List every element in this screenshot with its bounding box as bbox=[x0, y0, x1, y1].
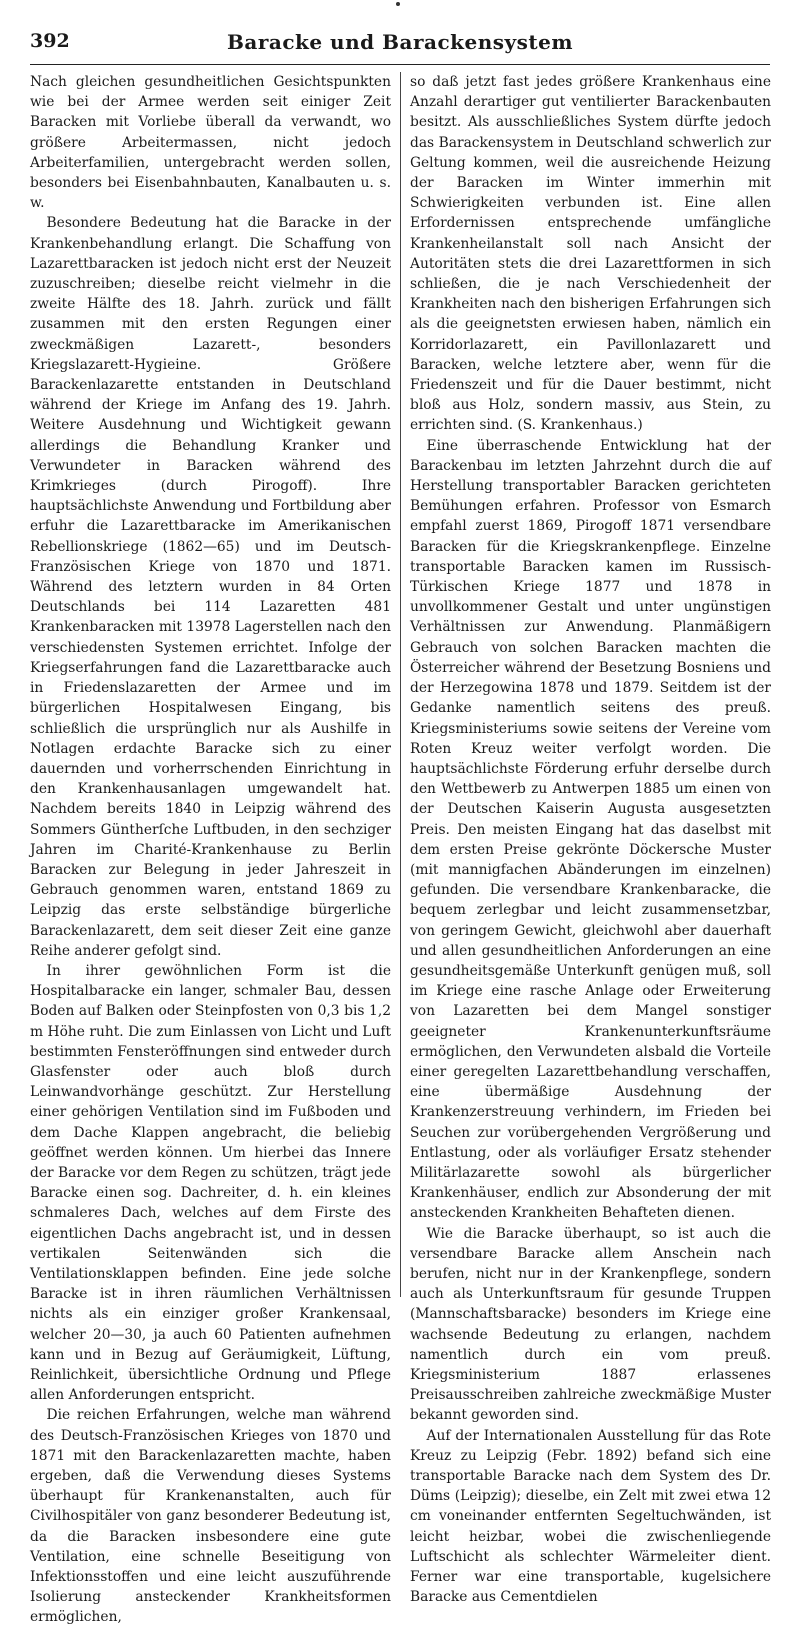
paragraph: Auf der Internationalen Ausstellung für das Rote Kreuz zu Leipzig (Febr. 1892) befand sich eine transportable Baracke nach dem System des Dr. Düms (Leipzig); dieselbe, ein Zelt mit zwei etwa 12 cm voneinander entfernten Segeltuchwänden, ist leicht heizbar, wobei die zwischenliegende Luftschicht als schlechter Wärmeleiter dient. Ferner war eine transportable, kugelsichere Baracke aus Cementdielen bbox=[410, 1427, 771, 1606]
page-number: 392 bbox=[30, 30, 70, 52]
right-column bbox=[410, 72, 771, 1607]
paragraph: Besondere Bedeutung hat die Baracke in der Krankenbehandlung erlangt. Die Schaffung von Lazarettbaracken ist jedoch nicht erst der Neuzeit zuzuschreiben; dieselbe reicht vielmehr in die zweite Hälfte des 18. Jahrh. zurück und fällt zusammen mit den ersten Regungen einer zweckmäßigen Lazarett-, besonders Kriegslazarett-Hygieine. Größere Barackenlazarette entstanden in Deutschland während der Kriege im Anfang des 19. Jahrh. Weitere Ausdehnung und Wichtigkeit gewann allerdings die Behandlung Kranker und Verwundeter in Baracken während des Krimkrieges (durch Pirogoff). Ihre hauptsächlichste Anwendung und Fortbildung aber erfuhr die Lazarettbaracke im Amerikanischen Rebellionskriege (1862—65) und im Deutsch-Französischen Kriege von 1870 und 1871. Während des letztern wurden in 84 Orten Deutschlands bei 114 Lazaretten 481 Krankenbaracken mit 13978 Lagerstellen nach den verschiedensten Systemen errichtet. Infolge der Kriegserfahrungen fand die Lazarettbaracke auch in Friedenslazaretten der Armee und im bürgerlichen Hospitalwesen Eingang, bis schließlich die ursprünglich nur als Aushilfe in Notlagen erdachte Baracke sich zu einer dauernden und vorherrschenden Einrichtung in den Krankenhausanlagen umgewandelt hat. Nachdem bereits 1840 in Leipzig während des Sommers Güntherſche Luftbuden, in den sechziger Jahren im Charité-Krankenhause zu Berlin Baracken zur Belegung in jeder Jahreszeit in Gebrauch genommen waren, entstand 1869 zu Leipzig das erste selbständige bürgerliche Barackenlazarett, dem seit dieser Zeit eine ganze Reihe anderer gefolgt sind. bbox=[30, 215, 391, 959]
paragraph: In ihrer gewöhnlichen Form ist die Hospitalbaracke ein langer, schmaler Bau, dessen Boden auf Balken oder Steinpfosten von 0,3 bis 1,2 m Höhe ruht. Die zum Einlassen von Licht und Luft bestimmten Fensteröffnungen sind entweder durch Glasfenster oder auch bloß durch Leinwandvorhänge geschützt. Zur Herstellung einer gehörigen Ventilation sind im Fußboden und dem Dache Klappen angebracht, die beliebig geöffnet werden können. Um hierbei das Innere der Baracke vor dem Regen zu schützen, trägt jede Baracke einen sog. Dachreiter, d. h. ein kleines schmaleres Dach, welches auf dem Firste des eigentlichen Dachs angebracht ist, und in dessen vertikalen Seitenwänden sich die Ventilationsklappen befinden. Eine jede solche Baracke ist in ihren räumlichen Verhältnissen nichts als ein einziger großer Krankensaal, welcher 20—30, ja auch 60 Patienten aufnehmen kann und in Bezug auf Geräumigkeit, Lüftung, Reinlichkeit, übersichtliche Ordnung und Pflege allen Anforderungen entspricht. bbox=[30, 962, 391, 1404]
paragraph: Wie die Baracke überhaupt, so ist auch die versendbare Baracke allem Anschein nach berufen, nicht nur in der Krankenpflege, sondern auch als Unterkunftsraum für gesunde Truppen (Mannschaftsbaracke) besonders im Kriege eine wachsende Bedeutung zu erlangen, nachdem namentlich durch ein vom preuß. Kriegsministerium 1887 erlassenes Preisausschreiben zahlreiche zweckmäßige Muster bekannt geworden sind. bbox=[410, 1225, 771, 1424]
paragraph: Nach gleichen gesundheitlichen Gesichtspunkten wie bei der Armee werden seit einiger Zeit Baracken mit Vorliebe überall da verwandt, wo größere Arbeitermassen, nicht jedoch Arbeiterfamilien, untergebracht werden sollen, besonders bei Eisenbahnbauten, Kanalbauten u. s. w. bbox=[30, 74, 391, 212]
page-header bbox=[30, 30, 770, 70]
paragraph: Die reichen Erfahrungen, welche man während des Deutsch-Französischen Krieges von 1870 und 1871 mit den Barackenlazaretten machte, haben ergeben, daß die Verwendung dieses Systems überhaupt für Krankenanstalten, auch für Civilhospitäler von ganz besonderer Bedeutung ist, da die Baracken insbesondere eine gute Ventilation, eine schnelle Beseitigung von Infektionsstoffen und eine leicht auszuführende Isolierung ansteckender Krankheitsformen ermöglichen, bbox=[30, 1407, 391, 1626]
running-title: Baracke und Barackensystem bbox=[226, 30, 574, 54]
left-column bbox=[30, 72, 391, 1628]
header-rule bbox=[30, 64, 770, 65]
page-top-dot bbox=[396, 2, 400, 6]
column-divider bbox=[400, 72, 401, 1297]
paragraph: Eine überraschende Entwicklung hat der Barackenbau im letzten Jahrzehnt durch die auf Herstellung transportabler Baracken gerichteten Bemühungen erfahren. Professor von Esmarch empfahl zuerst 1869, Pirogoff 1871 versendbare Baracken für die Kriegskrankenpflege. Einzelne transportable Baracken kamen im Russisch-Türkischen Kriege 1877 und 1878 in unvollkommener Gestalt und unter ungünstigen Verhältnissen zur Anwendung. Planmäßigern Gebrauch von solchen Baracken machten die Österreicher während der Besetzung Bosniens und der Herzegowina 1878 und 1879. Seitdem ist der Gedanke namentlich seitens des preuß. Kriegsministeriums sowie seitens der Vereine vom Roten Kreuz weiter verfolgt worden. Die hauptsächlichste Förderung erfuhr derselbe durch den Wettbewerb zu Antwerpen 1885 um einen von der Deutschen Kaiserin Augusta ausgesetzten Preis. Den meisten Eingang hat das daselbst mit dem ersten Preise gekrönte Döckersche Muster (mit mannigfachen Abänderungen im einzelnen) gefunden. Die versendbare Krankenbaracke, die bequem zerlegbar und leicht zusammensetzbar, von geringem Gewicht, gleichwohl aber dauerhaft und allen gesundheitlichen Anforderungen an eine gesundheitsgemäße Unterkunft genügen muß, soll im Kriege eine rasche Anlage oder Erweiterung von Lazaretten bei dem Mangel sonstiger geeigneter Krankenunterkunftsräume ermöglichen, den Verwundeten alsbald die Vorteile einer geregelten Lazarettbehandlung verschaffen, eine übermäßige Ausdehnung der Krankenzerstreuung verhindern, im Frieden bei Seuchen zur vorübergehenden Vergrößerung und Entlastung, oder als vorläufiger Ersatz stehender Militärlazarette sowohl als bürgerlicher Krankenhäuser, endlich zur Absonderung der mit ansteckenden Krankheiten Behafteten dienen. bbox=[410, 437, 771, 1222]
paragraph: so daß jetzt fast jedes größere Krankenhaus eine Anzahl derartiger gut ventilierter Barackenbauten besitzt. Als ausschließliches System dürfte jedoch das Barackensystem in Deutschland schwerlich zur Geltung kommen, weil die ausreichende Heizung der Baracken im Winter immerhin mit Schwierigkeiten verbunden ist. Eine allen Erfordernissen entsprechende umfängliche Krankenheilanstalt soll nach Ansicht der Autoritäten stets die drei Lazarettformen in sich schließen, die je nach Verschiedenheit der Krankheiten nach den bisherigen Erfahrungen sich als die geeignetsten erwiesen haben, nämlich ein Korridorlazarett, ein Pavillonlazarett und Baracken, welche letztere aber, wenn für die Friedenszeit und für die Dauer bestimmt, nicht bloß aus Holz, sondern massiv, aus Stein, zu errichten sind. (S. Krankenhaus.) bbox=[410, 74, 771, 434]
